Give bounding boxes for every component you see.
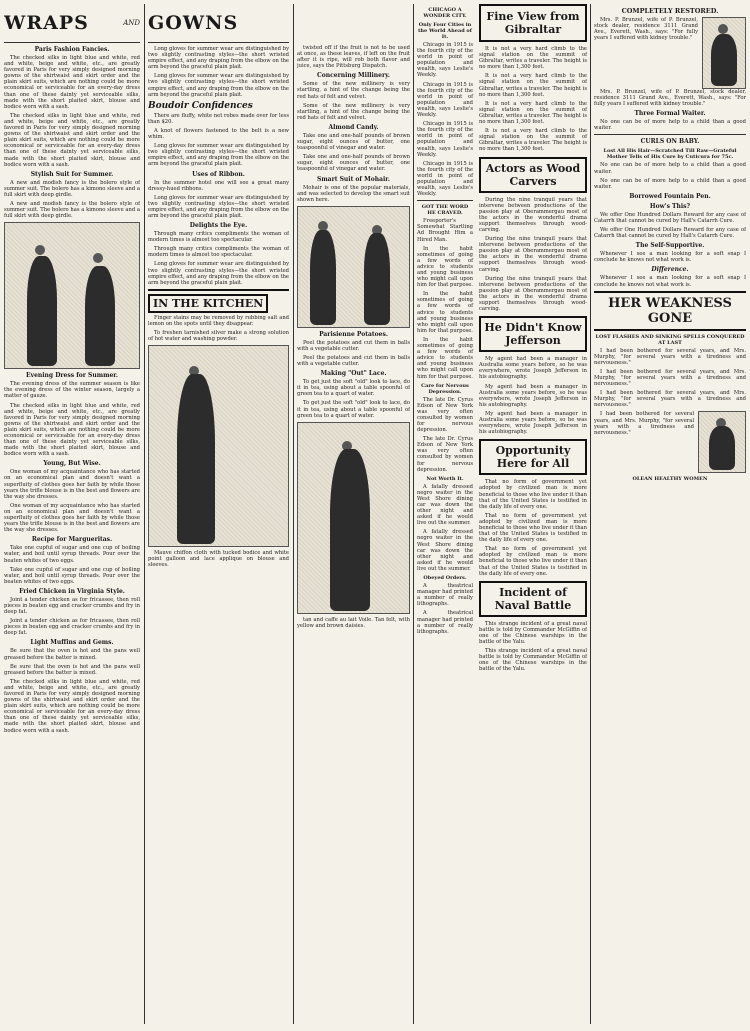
column-2 bbox=[148, 4, 289, 1026]
article-text: Mrs. P. Brunzel, wife of P. Brunzel, stock dealer, residence 3111 Grand Ave., Everett, Wash., says: "For fully years I suffered with kidney trouble." bbox=[594, 17, 698, 42]
article-text: One woman of my acquaintance who has started on an economical plan and doesn't want a superfluity of clothes goes her faith by while those years the trifle blouse is in the best and flowers are the way she dresses. bbox=[4, 502, 140, 534]
weakness-ad-headline: HER WEAKNESS GONE bbox=[594, 291, 746, 331]
article-text: The checked silks in light blue and white, red and white, beige and white, etc., are greatly favored in Paris for very simply designed morning gowns of the shirtwaist and skirt order and the plain skirt suits, which are nothing could be more economical or serviceable for an every-day dress than one of these dainty yet serviceable silks, made with the short plaited skirt, blouse and bodice worn with a sash. bbox=[4, 678, 140, 734]
article-text: The checked silks in light blue and white, red and white, beige and white, etc., are greatly favored in Paris for very simply designed morning gowns of the shirtwaist and skirt order and the plain skirt suits, which are nothing could be more economical or serviceable for an every-day dress than one of these dainty yet serviceable silks, made with the short plaited skirt, blouse and bodice worn with a sash. bbox=[4, 112, 140, 168]
article-text: It is not a very hard climb to the signal station on the summit of Gibraltar, writes a traveler. The height is no more than 1,300 feet. bbox=[479, 73, 587, 98]
article-text: A new and modish fancy is the bolero style of summer suit. The bolero has a kimono sleeve and a full skirt with deep girdle. bbox=[4, 179, 140, 198]
column-rule bbox=[144, 4, 145, 1024]
article-text: There are fluffy, white net robes made over for less than $20. bbox=[148, 112, 289, 125]
article-text: I had been bothered for several years, and Mrs. Murphy, "for several years with a tiredness and nervousness." bbox=[594, 347, 746, 366]
article-text: That no form of government yet adopted by civilized man is more beneficial to those who live under it than that of the United States is testified in the daily life of every one. bbox=[479, 546, 587, 577]
article-text: In the habit sometimes of going a few words of advice to students and young business who might call upon him for that purpose. bbox=[417, 245, 473, 289]
article-text: Long gloves for summer wear are distinguished by two slightly contrasting styles—the short wristed empire effect, and any draping from the elbow on the arm beyond the graceful plain plait. bbox=[148, 73, 289, 98]
jefferson-headline: He Didn't Know Jefferson bbox=[479, 316, 587, 352]
actors-headline: Actors as Wood Carvers bbox=[479, 157, 587, 193]
section-heading: Young, But Wise. bbox=[43, 460, 101, 468]
section-heading: Obeyed Orders. bbox=[423, 575, 467, 582]
article-text: Take one cupful of sugar and one cup of boiling water, and boil until syrup threads. Pour over the beaten whites of two eggs. bbox=[4, 545, 140, 564]
ad-subheading: LOST FLASHES AND SINKING SPELLS CONQUERED AT LAST bbox=[595, 333, 745, 346]
column-6 bbox=[594, 4, 746, 1026]
article-text: Freeporter's Somewhat Startling Ad Brought Him a Hired Man. bbox=[417, 218, 473, 243]
article-text: Be sure that the oven is hot and the pans well greased before the batter is mixed. bbox=[4, 663, 140, 676]
portrait-illustration bbox=[702, 17, 746, 89]
article-text: We offer One Hundred Dollars Reward for any case of Catarrh that cannot be cured by Hall's Catarrh Cure. bbox=[594, 211, 746, 224]
article-text: Through many critics compliments the woman of modern times is almost too spectacular. bbox=[148, 246, 289, 259]
article-text: No one can be of more help to a child than a good waiter. bbox=[594, 119, 746, 132]
gibraltar-headline: Fine View from Gibraltar bbox=[479, 4, 587, 42]
article-text: This strange incident of a great naval battle is told by Commander McGiffin of one of the Chinese warships in the battle of the Yalu. bbox=[479, 620, 587, 645]
naval-headline: Incident of Naval Battle bbox=[479, 581, 587, 617]
section-heading: Light Muffins and Gems. bbox=[30, 639, 114, 647]
kitchen-header bbox=[148, 294, 289, 313]
article-text: Chicago in 1915 is the fourth city of the world in point of population and wealth, says Leslie's Weekly. bbox=[417, 81, 473, 119]
kitchen-title: IN THE KITCHEN bbox=[148, 294, 268, 313]
section-heading: Recipe for Margueritas. bbox=[31, 536, 113, 544]
article-text: Long gloves for summer wear are distinguished by two slightly contrasting styles—the short wristed empire effect, and any draping from the elbow on the arm beyond the graceful plain plait. bbox=[148, 261, 289, 286]
section-heading: Fried Chicken in Virginia Style. bbox=[19, 587, 125, 595]
section-heading: GOT THE WORD HE CRAVED. bbox=[421, 204, 469, 217]
article-text: No one can be of more help to a child than a good waiter. bbox=[594, 162, 746, 175]
masthead-and: AND bbox=[123, 19, 140, 27]
article-text: Long gloves for summer wear are distinguished by two slightly contrasting styles—the short wristed empire effect, and any draping from the elbow on the arm beyond the graceful plain plait. bbox=[148, 143, 289, 168]
article-text: I had been bothered for several years, and Mrs. Murphy, "for several years with a tiredness and nervousness." bbox=[594, 368, 746, 388]
gown-illustration-right bbox=[297, 422, 410, 614]
section-heading: Parisienne Potatoes. bbox=[319, 330, 388, 338]
article-text: Mrs. P. Brunzel, wife of P. Brunzel, stock dealer, residence 3111 Grand Ave., Everett, Wash., says: "For fully years I suffered with kidney trouble." bbox=[594, 89, 746, 108]
article-text: During the nine tranquil years that intervene between productions of the passion play at Oberammergau most of the actors in the wonderful drama support themselves through wood-carving. bbox=[479, 275, 587, 313]
article-text: No one can be of more help to a child than a good waiter. bbox=[594, 177, 746, 190]
article-text: The checked silks in light blue and white, red and white, beige and white, etc., are greatly favored in Paris for very simply designed morning gowns of the shirtwaist and skirt order and the plain skirt suits, which are nothing could be more economical or serviceable for an every-day dress than one of these dainty yet serviceable silks, made with the short plaited skirt, blouse and bodice worn with a sash. bbox=[4, 55, 140, 110]
masthead-word-gowns: GOWNS bbox=[148, 12, 239, 34]
section-heading: The Self-Supportive. bbox=[635, 242, 705, 250]
article-text: Whenever I see a man looking for a soft snap I conclude he knows not what work is. bbox=[594, 275, 746, 288]
section-heading: Almond Candy. bbox=[328, 123, 379, 131]
article-text: Peel the potatoes and cut them in balls with a vegetable cutter. bbox=[297, 354, 410, 368]
article-text: Take one cupful of sugar and one cup of boiling water, and boil until syrup threads. Pour over the beaten whites of two eggs. bbox=[4, 566, 140, 585]
article-text: Joint a tender chicken as for fricassee, then roll pieces in beaten egg and cracker crumbs and fry in deep fat. bbox=[4, 618, 140, 637]
section-heading: Care for Nervous Depression. bbox=[421, 382, 469, 395]
article-text: A fatally dressed negro waiter in the West Shore dining car was down the other night and asked if he would live out the summer. bbox=[417, 529, 473, 572]
article-text: Take one and one-half pounds of brown sugar, eight ounces of butter, one teaspoonful of vinegar and water. bbox=[297, 132, 410, 152]
article-text: A theatrical manager had printed a number of really lithographs. bbox=[417, 583, 473, 608]
opportunity-headline: Opportunity Here for All bbox=[479, 439, 587, 475]
section-heading: How's This? bbox=[649, 202, 691, 210]
article-text: The late Dr. Cyrus Edson of New York was very often consulted by women for nervous depression. bbox=[417, 436, 473, 473]
ad-caption: OLEAN HEALTHY WOMEN bbox=[632, 476, 708, 483]
article-text: Chicago in 1915 is the fourth city of the world in point of population and wealth, says Leslie's Weekly. bbox=[417, 160, 473, 198]
boudoir-heading: Boudoir Confidences bbox=[148, 100, 253, 111]
article-text: To get just the soft "old" look to lace, do it in tea, using about a table spoonful of green tea to a quart of water. bbox=[297, 400, 410, 419]
article-text: It is not a very hard climb to the signal station on the summit of Gibraltar, writes a traveler. The height is no more than 1,300 feet. bbox=[479, 46, 587, 71]
article-text: We offer One Hundred Dollars Reward for any case of Catarrh that cannot be cured by Hall's Catarrh Cure. bbox=[594, 227, 746, 240]
article-text: That no form of government yet adopted by civilized man is more beneficial to those who live under it than that of the United States is testified in the daily life of every one. bbox=[479, 512, 587, 544]
article-text: Long gloves for summer wear are distinguished by two slightly contrasting styles—the short wristed empire effect, and any draping from the elbow on the arm beyond the graceful plain plait. bbox=[148, 46, 289, 71]
article-text: twisted off if the fruit is not to be used at once, as these leaves, if left on the fruit after it is ripe, will rob both flavor and juice, says the Pittsburg Dispatch. bbox=[297, 45, 410, 70]
article-text: It is not a very hard climb to the signal station on the summit of Gibraltar, writes a traveler. The height is no more than 1,300 feet. bbox=[479, 100, 587, 126]
article-text: A fatally dressed negro waiter in the West Shore dining car was down the other night and asked if he would live out the summer. bbox=[417, 483, 473, 527]
article-text: During the nine tranquil years that intervene between productions of the passion play at Oberammergau most of the actors in the wonderful drama support themselves through wood-carving. bbox=[479, 236, 587, 273]
article-text: In the summer hotel one will see a great many dressy-hued ribbons. bbox=[148, 179, 289, 192]
article-text: A theatrical manager had printed a number of really lithographs. bbox=[417, 610, 473, 635]
section-heading: Concerning Millinery. bbox=[316, 72, 391, 80]
gibraltar-column bbox=[479, 4, 587, 675]
masthead-wraps bbox=[4, 4, 140, 43]
article-text: The late Dr. Cyrus Edson of New York was very often consulted by women for nervous depression. bbox=[417, 396, 473, 434]
chicago-column bbox=[417, 4, 473, 675]
section-heading: Evening Dress for Summer. bbox=[26, 372, 118, 380]
article-text: To freshen tarnished silver make a strong solution of hot water and washing powder. bbox=[148, 330, 289, 343]
article-text: I had been bothered for several years, and Mrs. Murphy, "for several years with a tiredness and nervousness." bbox=[594, 390, 746, 409]
section-heading: Borrowed Fountain Pen. bbox=[629, 192, 711, 200]
article-text: Be sure that the oven is hot and the pans well greased before the batter is mixed. bbox=[4, 648, 140, 661]
column-4 bbox=[417, 4, 587, 1026]
article-text: Mohair is one of the popular materials, and was selected to develop the smart suit shown here. bbox=[297, 184, 410, 203]
article-text: Take one and one-half pounds of brown sugar, eight ounces of butter, one teaspoonful of vinegar and water. bbox=[297, 154, 410, 173]
section-heading: Not Worth It. bbox=[426, 475, 464, 482]
section-heading: COMPLETELY RESTORED. bbox=[621, 7, 719, 15]
article-text: My agent had been a manager in Australia some years before, so he was everywhere, wrote Joseph Jefferson in his autobiography. bbox=[479, 383, 587, 408]
article-text: Chicago in 1915 is the fourth city of the world in point of population and wealth, says Leslie's Weekly. bbox=[417, 121, 473, 158]
section-heading: Smart Suit of Mohair. bbox=[317, 175, 390, 183]
masthead-word-wraps: WRAPS bbox=[4, 12, 89, 34]
figure-caption: Mauve chiffon cloth with tucked bodice and white point galloon and lace applique on blouse and sleeves. bbox=[148, 550, 289, 569]
article-text: Whenever I see a man looking for a soft snap I conclude he knows not what work is. bbox=[594, 251, 746, 264]
article-text: During the nine tranquil years that intervene between productions of the passion play at Oberammergau most of the actors in the wonderful drama support themselves through wood-carving. bbox=[479, 196, 587, 233]
article-text: This strange incident of a great naval battle is told by Commander McGiffin of one of the Chinese warships in the battle of the Yalu. bbox=[479, 648, 587, 673]
article-text: Peel the potatoes and cut them in balls with a vegetable cutter. bbox=[297, 339, 410, 352]
article-text: The evening dress of the summer season is like the evening dress of the winter season, largely a matter of gauze. bbox=[4, 381, 140, 400]
article-text: A new and modish fancy is the bolero style of summer suit. The bolero has a kimono sleeve and a full skirt with deep girdle. bbox=[4, 200, 140, 220]
section-heading: CURLS ON BABY. bbox=[640, 138, 700, 146]
article-text: Through many critics compliments the woman of modern times is almost too spectacular. bbox=[148, 231, 289, 244]
section-heading: Making "Out" Lace. bbox=[320, 370, 387, 378]
figure-caption: tan and caffe au lait Voile. Tan felt, with yellow and brown daisies. bbox=[297, 616, 410, 629]
column-1 bbox=[4, 4, 140, 1026]
section-heading: Delights the Eye. bbox=[189, 222, 248, 230]
article-text: Some of the new millinery is very startling, a hint of the change being the red hats of felt and velvet. bbox=[297, 102, 410, 121]
ad-illustration bbox=[698, 411, 746, 473]
article-text: It is not a very hard climb to the signal station on the summit of Gibraltar, writes a traveler. The height is no more than 1,300 feet. bbox=[479, 128, 587, 153]
article-text: Some of the new millinery is very startling, a hint of the change being the red hats of felt and velvet. bbox=[297, 81, 410, 100]
section-heading: Stylish Suit for Summer. bbox=[30, 170, 114, 178]
column-rule bbox=[293, 4, 294, 1024]
column-3 bbox=[297, 4, 410, 1026]
article-text: In the habit sometimes of going a few words of advice to students and young business who might call upon him for that purpose. bbox=[417, 291, 473, 334]
section-heading: Paris Fashion Fancies. bbox=[34, 46, 110, 53]
column-rule bbox=[590, 4, 591, 1024]
article-text: Joint a tender chicken as for fricassee, then roll pieces in beaten egg and cracker crumbs and fry in deep fat. bbox=[4, 596, 140, 616]
article-text: That no form of government yet adopted by civilized man is more beneficial to those who live under it than that of the United States is testified in the daily life of every one. bbox=[479, 479, 587, 510]
section-heading: Difference. bbox=[651, 266, 689, 274]
article-text: Finger stains may be removed by rubbing salt and lemon on the spots until they disappear. bbox=[148, 314, 289, 327]
article-text: Chicago in 1915 is the fourth city of the world in point of population and wealth, says Leslie's Weekly. bbox=[417, 42, 473, 79]
article-text: A knot of flowers fastened to the belt is a new whim. bbox=[148, 127, 289, 141]
article-text: Long gloves for summer wear are distinguished by two slightly contrasting styles—the short wristed empire effect, and any draping from the elbow on the arm beyond the graceful plain plait. bbox=[148, 194, 289, 219]
article-text: One woman of my acquaintance who has started on an economical plan and doesn't want a superfluity of clothes goes her faith by while those years the trifle blouse is in the best and flowers are the way she dresses. bbox=[4, 469, 140, 500]
section-heading: Uses of Ribbon. bbox=[192, 170, 245, 178]
section-subheading: Lost All His Hair—Scratched Till Raw—Grateful Mother Tells of His Cure by Cuticura for 75c. bbox=[603, 148, 737, 161]
section-heading: Three Formal Waiter. bbox=[634, 110, 706, 118]
article-text: I had been bothered for several years, and Mrs. Murphy, "for several years with a tiredness and nervousness." bbox=[594, 411, 694, 436]
article-text: My agent had been a manager in Australia some years before, so he was everywhere, wrote Joseph Jefferson in his autobiography. bbox=[479, 356, 587, 381]
article-text: To get just the soft "old" look to lace, do it in tea, using about a table spoonful of green tea to a quart of water. bbox=[297, 379, 410, 398]
section-heading: Only Four Cities in the World Ahead of It. bbox=[418, 22, 472, 40]
fashion-illustration bbox=[4, 222, 140, 369]
column-rule bbox=[413, 4, 414, 1024]
article-text: My agent had been a manager in Australia some years before, so he was everywhere, wrote Joseph Jefferson in his autobiography. bbox=[479, 410, 587, 436]
masthead-gowns bbox=[148, 4, 289, 43]
small-headline: CHICAGO A WONDER CITY. bbox=[423, 7, 467, 19]
mohair-suit-illustration bbox=[297, 206, 410, 328]
article-text: The checked silks in light blue and white, red and white, beige and white, etc., are greatly favored in Paris for very simply designed morning gowns of the shirtwaist and skirt order and the plain skirt suits, which are nothing could be more economical or serviceable for an every-day dress than one of these dainty yet serviceable silks, made with the short plaited skirt, blouse and bodice worn with a sash. bbox=[4, 402, 140, 458]
article-text: In the habit sometimes of going a few words of advice to students and young business who might call upon him for that purpose. bbox=[417, 336, 473, 380]
gown-illustration bbox=[148, 345, 289, 547]
